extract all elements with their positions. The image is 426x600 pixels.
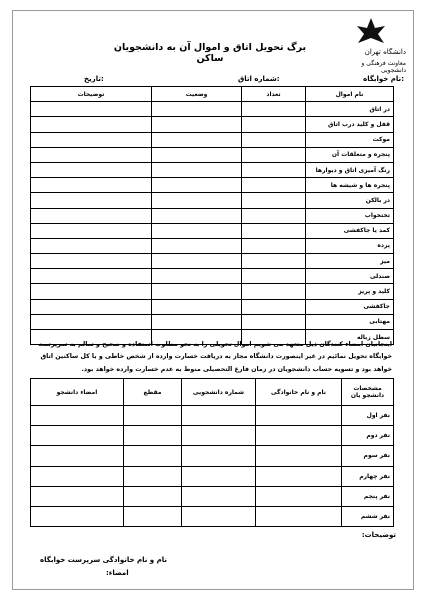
status-cell[interactable] [152,284,242,299]
asset-name: پرده [306,238,394,253]
asset-name: میز [306,254,394,269]
name-cell[interactable] [256,446,342,466]
asset-name: پنجره و متعلقات آن [306,147,394,162]
status-cell[interactable] [152,147,242,162]
table-row [31,299,394,314]
signature-cell[interactable] [31,446,124,466]
status-cell[interactable] [152,193,242,208]
logo-department-name: معاونت فرهنگی و دانشجویی [361,60,406,74]
asset-name: مهتابی [306,314,394,329]
student-table [30,378,394,527]
status-cell[interactable] [152,314,242,329]
count-cell[interactable] [242,162,306,177]
degree-cell[interactable] [124,486,182,506]
supervisor-name-label: نام و نام خانوادگی سرپرست خوابگاه [40,556,167,564]
signature-cell[interactable] [31,506,124,526]
table-row [31,132,394,147]
asset-name: در بالکن [306,193,394,208]
logo-university-name: دانشگاه تهران [364,48,406,56]
degree-cell[interactable] [124,466,182,486]
table-row [31,486,394,506]
person-label: نفر سوم [342,446,394,466]
count-cell[interactable] [242,269,306,284]
table-row [31,117,394,132]
notes-cell[interactable] [31,132,152,147]
notes-cell[interactable] [31,254,152,269]
student-id-cell[interactable] [182,506,256,526]
count-cell[interactable] [242,314,306,329]
count-cell[interactable] [242,117,306,132]
asset-table [30,86,394,345]
degree-cell[interactable] [124,506,182,526]
count-cell[interactable] [242,299,306,314]
student-id-cell[interactable] [182,446,256,466]
notes-cell[interactable] [31,178,152,193]
student-table-header [31,379,394,406]
col-full-name: نام و نام خانوادگی [256,379,342,406]
count-cell[interactable] [242,208,306,223]
form-title: برگ تحویل اتاق و اموال آن به دانشجویان ساکن [113,42,307,64]
count-cell[interactable] [242,223,306,238]
asset-name: قفل و کلید درب اتاق [306,117,394,132]
table-row [31,178,394,193]
status-cell[interactable] [152,223,242,238]
status-cell[interactable] [152,117,242,132]
notes-cell[interactable] [31,223,152,238]
asset-table-header [31,87,394,102]
person-label: نفر دوم [342,426,394,446]
col-student-info: مشخصات دانشجو یان [342,379,394,406]
count-cell[interactable] [242,147,306,162]
table-row [31,269,394,284]
status-cell[interactable] [152,178,242,193]
degree-cell[interactable] [124,406,182,426]
notes-cell[interactable] [31,314,152,329]
asset-name: موکت [306,132,394,147]
signature-label: امضاء: [106,569,129,577]
table-row [31,102,394,117]
name-cell[interactable] [256,486,342,506]
col-student-id: شماره دانشجویی [182,379,256,406]
notes-cell[interactable] [31,284,152,299]
asset-name: صندلی [306,269,394,284]
count-cell[interactable] [242,193,306,208]
student-id-cell[interactable] [182,426,256,446]
person-label: نفر پنجم [342,486,394,506]
name-cell[interactable] [256,406,342,426]
table-row [31,162,394,177]
notes-cell[interactable] [31,299,152,314]
notes-cell[interactable] [31,238,152,253]
notes-cell[interactable] [31,102,152,117]
notes-cell[interactable] [31,117,152,132]
table-row [31,506,394,526]
notes-label: توضیحات: [361,531,396,539]
count-cell[interactable] [242,132,306,147]
table-row [31,238,394,253]
status-cell[interactable] [152,254,242,269]
student-id-cell[interactable] [182,406,256,426]
degree-cell[interactable] [124,446,182,466]
university-logo [336,16,406,72]
commitment-note: اینجانبان امضاء کنندگان ذیل متعهد می شویم اموال تحویلی را به نحو مطلوب استفاده و صحیح و سالم به سرپرست خوابگاه تحویل نمائیم در غیر اینصورت دانشگاه مجاز به دریافت خسارت وارده از شخص خاطی و یا کل ساکنین اتاق خواهد بود و تسویه حساب دانشجویان در زمان فارغ التحصیلی منوط به عدم خسارت وارده خواهد بود. [38,341,392,373]
table-row [31,223,394,238]
name-cell[interactable] [256,466,342,486]
date-label: تاریخ: [84,75,104,83]
student-id-cell[interactable] [182,466,256,486]
person-label: نفر اول [342,406,394,426]
asset-name: جاکفشی [306,299,394,314]
table-row [31,193,394,208]
table-row [31,147,394,162]
status-cell[interactable] [152,102,242,117]
count-cell[interactable] [242,254,306,269]
room-number-label: شماره اتاق: [238,75,280,83]
asset-name: رنگ آمیزی اتاق و دیوارها [306,162,394,177]
person-label: نفر چهارم [342,466,394,486]
asset-name: تختخواب [306,208,394,223]
notes-cell[interactable] [31,208,152,223]
col-degree: مقطع [124,379,182,406]
logo-emblem-icon [354,16,388,46]
table-row [31,466,394,486]
count-cell[interactable] [242,284,306,299]
signature-cell[interactable] [31,486,124,506]
name-cell[interactable] [256,506,342,526]
col-asset-name: نام اموال [306,87,394,102]
status-cell[interactable] [152,132,242,147]
status-cell[interactable] [152,299,242,314]
table-row [31,446,394,466]
dorm-name-label: نام خوابگاه: [363,75,404,83]
notes-cell[interactable] [31,193,152,208]
signature-cell[interactable] [31,426,124,446]
person-label: نفر ششم [342,506,394,526]
table-row [31,284,394,299]
status-cell[interactable] [152,238,242,253]
table-row [31,208,394,223]
table-row [31,426,394,446]
asset-name: سطل زباله [306,330,394,345]
notes-cell[interactable] [31,269,152,284]
student-id-cell[interactable] [182,486,256,506]
degree-cell[interactable] [124,426,182,446]
table-row [31,406,394,426]
col-signature: امضاء دانشجو [31,379,124,406]
signature-cell[interactable] [31,406,124,426]
status-cell[interactable] [152,162,242,177]
asset-name: پنجره ها و شیشه ها [306,178,394,193]
asset-name: کلید و پریز [306,284,394,299]
notes-cell[interactable] [31,162,152,177]
count-cell[interactable] [242,178,306,193]
asset-name: کمد یا جاکفشی [306,223,394,238]
asset-name: در اتاق [306,102,394,117]
count-cell[interactable] [242,102,306,117]
status-cell[interactable] [152,269,242,284]
col-notes: توضیحات [31,87,152,102]
col-count: تعداد [242,87,306,102]
notes-cell[interactable] [31,147,152,162]
col-status: وضعیت [152,87,242,102]
count-cell[interactable] [242,238,306,253]
name-cell[interactable] [256,426,342,446]
table-row [31,314,394,329]
table-row [31,254,394,269]
signature-cell[interactable] [31,466,124,486]
status-cell[interactable] [152,208,242,223]
